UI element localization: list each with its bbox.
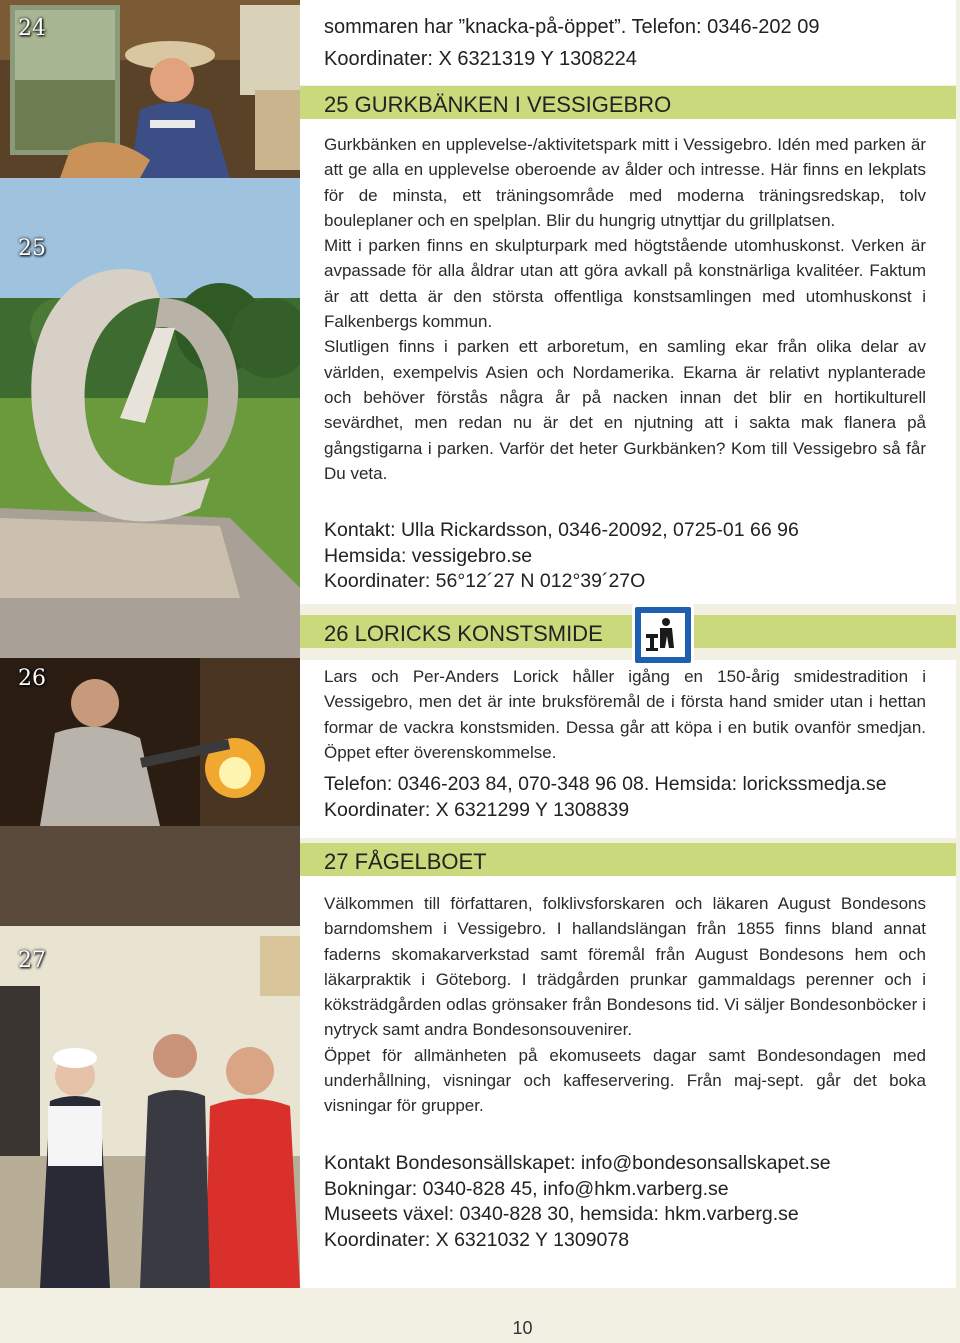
contact-line: Kontakt Bondesonsällskapet: info@bondesonsallskapet.se [324,1152,831,1174]
section-26-contact [324,772,887,823]
section-26-header [300,615,956,648]
intro-text [324,11,819,75]
contact-line: Bokningar: 0340-828 45, info@hkm.varberg.se [324,1177,729,1200]
photo-number-26: 26 [18,666,46,691]
blacksmith-sign-icon [632,604,694,666]
photo-number-27: 27 [18,948,46,973]
section-26-body [324,664,926,765]
contact-line: Koordinater: 56°12´27 N 012°39´27O [324,570,646,592]
section-27-paragraph: Välkommen till författaren, folklivsforskaren och läkaren August Bondesons barndomshem i Vessigebro. I hallandslängan från 1855 finns bland annat faderns skomakarverkstad samt föremål från August Bondesons hem och läkarpraktik i Göteborg. I trädgården prunkar gammaldags perenner och i köksträdgården odlas grönsaker från Bondesons tid. Vi säljer Bondesonböcker i nytryck samt andra Bondesonsouvenirer. [324,894,926,1040]
section-25-title: 25 GURKBÄNKEN I VESSIGEBRO [324,92,672,117]
section-25-contact [324,518,799,595]
section-27-contact [324,1151,831,1253]
photo-number-25: 25 [18,236,46,261]
section-25-paragraph: Gurkbänken en upplevelse-/aktivitetspark mitt i Vessigebro. Idén med parken är att ge alla en upplevelse oberoende av ålder och intresse. Här finns en lekplats för de minsta, ett träningsområde med moderna träningsredskap, tolv bouleplaner och en spelplan. Blir du hungrig utnyttjar du grillplatsen. [324,135,926,230]
contact-line: Koordinater: X 6321299 Y 1308839 [324,798,630,821]
section-27-body [324,891,926,1119]
photo-number-24: 24 [18,16,46,41]
section-25-body [324,132,926,486]
section-25-paragraph: Slutligen finns i parken ett arboretum, en samling ekar från olika delar av världen, exempelvis Asien och Nordamerika. Ekarna är relativt nyplanterade och behöver förstås några år på nacken innan det blir en hortikulturell sevärdhet, men redan nu är det en njutning att i sakta mak flanera på gångstigarna i parken. Varför det heter Gurkbänken? Kom till Vessigebro så får Du veta. [324,337,926,483]
section-27-title: 27 FÅGELBOET [324,849,487,874]
section-25-paragraph: Mitt i parken finns en skulpturpark med högtstående utomhuskonst. Verken är avpassade för alla åldrar utan att göra avkall på konstnärliga kvalitéer. Faktum är att detta är den största offentliga konstsamlingen med utomhuskonst i Falkenbergs kommun. [324,236,926,332]
contact-line: Kontakt: Ulla Rickardsson, 0346-20092, 0725-01 66 96 [324,519,799,541]
contact-line: Telefon: 0346-203 84, 070-348 96 08. Hemsida: lorickssmedja.se [324,773,887,795]
section-26-paragraph: Lars och Per-Anders Lorick håller igång en 150-årig smidestradition i Vessigebro, men det är inte bruksföremål de i första hand smider utan i hettan formar de vackra konstsmiden. Dessa går att köpa i en butik ovanför smedjan. Öppet efter överenskommelse. [324,667,926,762]
section-26-title: 26 LORICKS KONSTSMIDE [324,621,603,646]
contact-line: Hemsida: vessigebro.se [324,544,533,567]
contact-line: Museets växel: 0340-828 30, hemsida: hkm.varberg.se [324,1203,799,1225]
page-number: 10 [512,1318,533,1338]
intro-line-2: Koordinater: X 6321319 Y 1308224 [324,48,637,70]
section-27-paragraph: Öppet för allmänheten på ekomuseets dagar samt Bondesondagen med underhållning, visningar och kaffeservering. Från maj-sept. går det boka visningar för grupper. [324,1045,926,1116]
photo-museum-visit [0,826,300,1288]
section-27-header [300,843,956,876]
section-25-header [300,86,956,119]
intro-line-1: sommaren har ”knacka-på-öppet”. Telefon: 0346-202 09 [324,16,820,38]
contact-line: Koordinater: X 6321032 Y 1309078 [324,1228,630,1251]
